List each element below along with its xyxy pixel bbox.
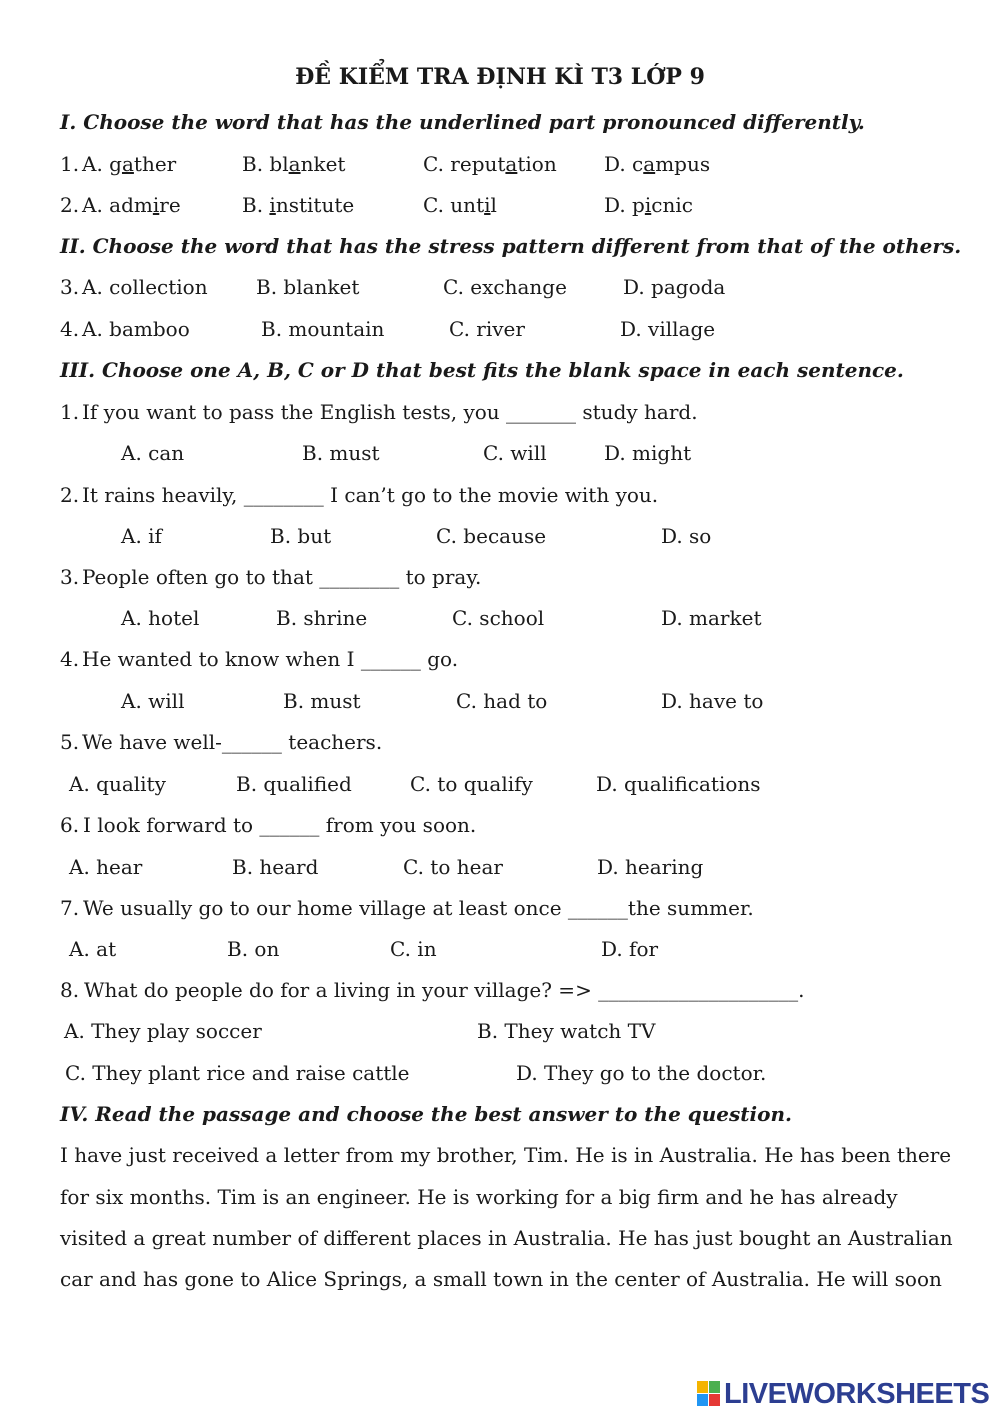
option-c: C. because — [436, 524, 547, 548]
question-text: People often go to that ________ to pray. — [82, 565, 482, 589]
passage-line: for six months. Tim is an engineer. He is working for a big firm and he has already — [60, 1185, 898, 1209]
option-b: B. must — [283, 689, 361, 713]
liveworksheets-logo-text: LIVEWORKSHEETS — [724, 1377, 990, 1410]
section-2-heading: II. Choose the word that has the stress pattern different from that of the others. — [60, 234, 962, 258]
option-d: D. hearing — [597, 855, 704, 879]
option-c: C. until — [423, 193, 497, 217]
option-b: B. shrine — [276, 606, 368, 630]
option-c: C. in — [390, 937, 437, 961]
passage-line: car and has gone to Alice Springs, a small town in the center of Australia. He will soon — [60, 1267, 942, 1291]
question-number: 4. — [60, 317, 80, 341]
section-3-heading: III. Choose one A, B, C or D that best fits the blank space in each sentence. — [60, 358, 904, 382]
option-b: B. but — [270, 524, 332, 548]
option-b: B. must — [302, 441, 380, 465]
question-number: 8. — [60, 978, 80, 1002]
question-number: 1. — [60, 400, 80, 424]
option-d: D. picnic — [604, 193, 693, 217]
option-d: D. for — [601, 937, 659, 961]
option-d: D. They go to the doctor. — [516, 1061, 767, 1085]
question-number: 6. — [60, 813, 80, 837]
option-c: C. river — [449, 317, 525, 341]
option-b: B. institute — [242, 193, 355, 217]
option-a: A. hotel — [121, 606, 200, 630]
passage-line: visited a great number of different places in Australia. He has just bought an Australian — [60, 1226, 953, 1250]
option-c: C. reputation — [423, 152, 557, 176]
option-d: D. have to — [661, 689, 764, 713]
option-c: C. exchange — [443, 275, 567, 299]
option-b: B. heard — [232, 855, 319, 879]
question-text: If you want to pass the English tests, you _______ study hard. — [82, 400, 698, 424]
question-text: We have well-______ teachers. — [82, 730, 383, 754]
question-number: 3. — [60, 275, 80, 299]
option-c: C. They plant rice and raise cattle — [65, 1061, 410, 1085]
liveworksheets-logo[interactable] — [697, 1378, 989, 1410]
option-a: A. will — [121, 689, 185, 713]
option-d: D. market — [661, 606, 762, 630]
option-a: A. if — [121, 524, 162, 548]
option-a: A. hear — [69, 855, 143, 879]
option-a: A. quality — [69, 772, 166, 796]
option-b: B. blanket — [256, 275, 360, 299]
question-text: We usually go to our home village at least once ______the summer. — [83, 896, 754, 920]
option-c: C. school — [452, 606, 545, 630]
question-number: 1. — [60, 152, 80, 176]
option-d: D. pagoda — [623, 275, 726, 299]
option-a: A. admire — [82, 193, 181, 217]
section-1-heading: I. Choose the word that has the underlined part pronounced differently. — [60, 110, 865, 134]
question-text: He wanted to know when I ______ go. — [82, 647, 459, 671]
option-d: D. qualifications — [596, 772, 761, 796]
question-number: 7. — [60, 896, 80, 920]
option-d: D. so — [661, 524, 712, 548]
question-number: 5. — [60, 730, 80, 754]
question-text: What do people do for a living in your village? => ____________________. — [84, 978, 805, 1002]
section-4-heading: IV. Read the passage and choose the best answer to the question. — [60, 1102, 792, 1126]
question-text: It rains heavily, ________ I can’t go to the movie with you. — [82, 483, 659, 507]
option-a: A. at — [69, 937, 117, 961]
question-text: I look forward to ______ from you soon. — [83, 813, 477, 837]
option-c: C. will — [483, 441, 547, 465]
page-title: ĐỀ KIỂM TRA ĐỊNH KÌ T3 LỚP 9 — [295, 64, 705, 90]
option-d: D. village — [620, 317, 716, 341]
option-c: C. to hear — [403, 855, 503, 879]
question-number: 4. — [60, 647, 80, 671]
option-b: B. They watch TV — [477, 1019, 656, 1043]
passage-line: I have just received a letter from my brother, Tim. He is in Australia. He has been there — [60, 1143, 952, 1167]
option-b: B. mountain — [261, 317, 385, 341]
option-a: A. bamboo — [82, 317, 190, 341]
option-a: A. can — [121, 441, 185, 465]
option-a: A. gather — [82, 152, 177, 176]
option-d: D. might — [604, 441, 692, 465]
option-b: B. qualified — [236, 772, 352, 796]
question-number: 2. — [60, 193, 80, 217]
option-b: B. on — [227, 937, 280, 961]
option-d: D. campus — [604, 152, 711, 176]
question-number: 2. — [60, 483, 80, 507]
option-a: A. collection — [82, 275, 208, 299]
option-c: C. to qualify — [410, 772, 533, 796]
question-number: 3. — [60, 565, 80, 589]
option-b: B. blanket — [242, 152, 346, 176]
option-a: A. They play soccer — [64, 1019, 262, 1043]
option-c: C. had to — [456, 689, 548, 713]
liveworksheets-logo-icon — [697, 1381, 721, 1407]
